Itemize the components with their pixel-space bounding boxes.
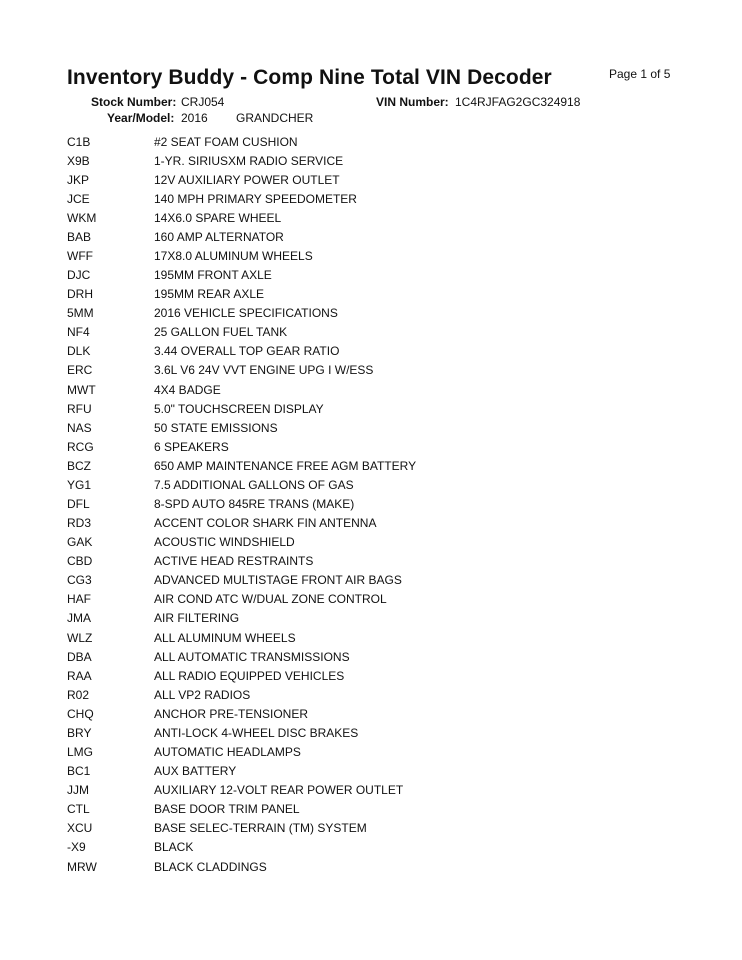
option-description: 6 SPEAKERS xyxy=(154,439,229,454)
option-description: 160 AMP ALTERNATOR xyxy=(154,229,284,244)
option-description: 1-YR. SIRIUSXM RADIO SERVICE xyxy=(154,153,344,168)
option-code: CBD xyxy=(67,554,93,569)
option-description: AIR FILTERING xyxy=(154,611,240,626)
option-code: R02 xyxy=(67,687,90,702)
option-code: CHQ xyxy=(67,706,94,721)
option-code: JKP xyxy=(67,172,90,187)
option-description: 3.44 OVERALL TOP GEAR RATIO xyxy=(154,344,340,359)
option-code: XCU xyxy=(67,821,93,836)
option-description: ALL ALUMINUM WHEELS xyxy=(154,630,296,645)
option-code: CG3 xyxy=(67,573,92,588)
option-description: ACOUSTIC WINDSHIELD xyxy=(154,535,295,550)
option-description: 2016 VEHICLE SPECIFICATIONS xyxy=(154,306,338,321)
option-description: ADVANCED MULTISTAGE FRONT AIR BAGS xyxy=(154,573,402,588)
option-code: MRW xyxy=(67,859,97,874)
option-description: 14X6.0 SPARE WHEEL xyxy=(154,210,282,225)
option-row xyxy=(67,437,667,456)
option-row xyxy=(67,819,667,838)
option-code: WFF xyxy=(67,249,93,263)
option-description: 7.5 ADDITIONAL GALLONS OF GAS xyxy=(154,477,354,492)
option-row xyxy=(67,571,667,590)
option-code: ERC xyxy=(67,363,93,378)
option-codes-list xyxy=(67,132,667,876)
option-description: 8-SPD AUTO 845RE TRANS (MAKE) xyxy=(154,497,355,512)
option-description: AUX BATTERY xyxy=(154,764,237,779)
option-description: AUTOMATIC HEADLAMPS xyxy=(154,745,301,760)
option-description: AIR COND ATC W/DUAL ZONE CONTROL xyxy=(154,592,387,607)
vin-number-label: VIN Number: xyxy=(376,95,449,109)
option-description: 25 GALLON FUEL TANK xyxy=(154,325,288,340)
option-row xyxy=(67,132,667,151)
option-description: #2 SEAT FOAM CUSHION xyxy=(154,134,298,149)
option-code: BAB xyxy=(67,229,92,244)
option-code: 5MM xyxy=(67,306,94,321)
option-description: AUXILIARY 12-VOLT REAR POWER OUTLET xyxy=(154,783,404,798)
option-description: 195MM REAR AXLE xyxy=(154,287,265,302)
option-code: RAA xyxy=(67,668,92,683)
option-code: LMG xyxy=(67,745,94,760)
option-description: BASE SELEC-TERRAIN (TM) SYSTEM xyxy=(154,821,367,836)
option-code: NF4 xyxy=(67,325,90,340)
option-code: DJC xyxy=(67,268,91,283)
option-row xyxy=(67,456,667,475)
option-row xyxy=(67,246,667,265)
option-description: 140 MPH PRIMARY SPEEDOMETER xyxy=(154,191,357,206)
option-row xyxy=(67,533,667,552)
option-row xyxy=(67,399,667,418)
option-row xyxy=(67,151,667,170)
year-value: 2016 xyxy=(181,111,208,125)
option-description: ANCHOR PRE-TENSIONER xyxy=(154,706,309,721)
option-row xyxy=(67,762,667,781)
option-code: WKM xyxy=(67,210,97,225)
option-code: RFU xyxy=(67,401,92,416)
option-description: ALL RADIO EQUIPPED VEHICLES xyxy=(154,668,345,683)
option-code: NAS xyxy=(67,420,92,435)
option-row xyxy=(67,666,667,685)
option-code: GAK xyxy=(67,535,93,550)
option-row xyxy=(67,170,667,189)
option-code: JJM xyxy=(67,783,89,798)
option-code: MWT xyxy=(67,382,96,397)
option-row xyxy=(67,723,667,742)
option-code: JMA xyxy=(67,611,91,626)
option-row xyxy=(67,743,667,762)
document-title: Inventory Buddy - Comp Nine Total VIN Decoder xyxy=(67,66,552,89)
option-description: ALL AUTOMATIC TRANSMISSIONS xyxy=(154,649,350,664)
option-description: BLACK CLADDINGS xyxy=(154,859,267,874)
option-row xyxy=(67,304,667,323)
option-code: DRH xyxy=(67,287,93,302)
page-number: Page 1 of 5 xyxy=(609,67,671,81)
option-code: CTL xyxy=(67,802,90,817)
option-code: X9B xyxy=(67,153,90,168)
option-row xyxy=(67,323,667,342)
option-code: RCG xyxy=(67,439,94,454)
option-row xyxy=(67,800,667,819)
option-code: -X9 xyxy=(67,840,86,855)
option-row xyxy=(67,475,667,494)
option-row xyxy=(67,590,667,609)
option-code: DBA xyxy=(67,649,92,664)
option-description: 3.6L V6 24V VVT ENGINE UPG I W/ESS xyxy=(154,363,374,378)
stock-number-value: CRJ054 xyxy=(181,95,225,109)
option-description: 4X4 BADGE xyxy=(154,382,221,397)
option-row xyxy=(67,418,667,437)
option-row xyxy=(67,628,667,647)
option-row xyxy=(67,857,667,876)
option-row xyxy=(67,380,667,399)
option-row xyxy=(67,609,667,628)
option-code: BC1 xyxy=(67,764,91,779)
option-description: 50 STATE EMISSIONS xyxy=(154,420,278,435)
option-row xyxy=(67,514,667,533)
option-description: 650 AMP MAINTENANCE FREE AGM BATTERY xyxy=(154,458,417,473)
stock-number-label: Stock Number: xyxy=(91,95,177,109)
option-code: C1B xyxy=(67,134,91,149)
option-code: JCE xyxy=(67,191,90,206)
option-code: RD3 xyxy=(67,516,92,531)
option-row xyxy=(67,342,667,361)
option-description: 5.0" TOUCHSCREEN DISPLAY xyxy=(154,401,324,416)
option-row xyxy=(67,494,667,513)
option-row xyxy=(67,208,667,227)
vin-number-value: 1C4RJFAG2GC324918 xyxy=(455,95,581,109)
option-code: YG1 xyxy=(67,477,92,492)
option-row xyxy=(67,838,667,857)
option-row xyxy=(67,704,667,723)
option-code: WLZ xyxy=(67,630,93,645)
option-row xyxy=(67,552,667,571)
option-row xyxy=(67,285,667,304)
option-code: HAF xyxy=(67,592,91,607)
year-model-label: Year/Model: xyxy=(107,111,175,125)
option-row xyxy=(67,361,667,380)
option-description: ACCENT COLOR SHARK FIN ANTENNA xyxy=(154,516,377,531)
option-code: DFL xyxy=(67,497,90,512)
option-description: 17X8.0 ALUMINUM WHEELS xyxy=(154,249,313,263)
option-description: ANTI-LOCK 4-WHEEL DISC BRAKES xyxy=(154,725,359,740)
option-code: DLK xyxy=(67,344,91,359)
option-description: ALL VP2 RADIOS xyxy=(154,687,251,702)
option-description: 195MM FRONT AXLE xyxy=(154,268,272,283)
option-code: BCZ xyxy=(67,458,91,473)
option-row xyxy=(67,189,667,208)
option-row xyxy=(67,647,667,666)
option-description: BLACK xyxy=(154,840,194,855)
option-code: BRY xyxy=(67,725,92,740)
option-description: BASE DOOR TRIM PANEL xyxy=(154,802,300,817)
option-row xyxy=(67,266,667,285)
model-value: GRANDCHER xyxy=(236,111,314,125)
option-row xyxy=(67,781,667,800)
option-row xyxy=(67,685,667,704)
option-description: ACTIVE HEAD RESTRAINTS xyxy=(154,554,314,569)
option-row xyxy=(67,227,667,246)
option-description: 12V AUXILIARY POWER OUTLET xyxy=(154,172,340,187)
